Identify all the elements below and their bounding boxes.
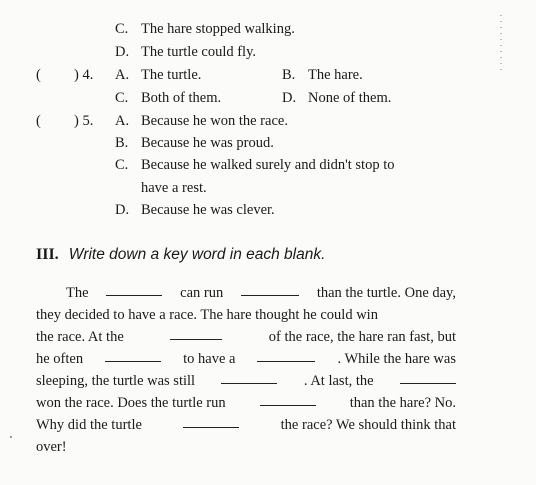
passage-line-6: won the race. Does the turtle run than the hare? No.: [36, 392, 456, 414]
q5-option-b: B. Because he was proud.: [115, 135, 274, 151]
q5-option-c: C. Because he walked surely and didn't stop to: [115, 157, 395, 173]
q5-number: ) 5.: [74, 113, 94, 129]
q3-option-d: D. The turtle could fly.: [115, 44, 257, 60]
margin-dots: [500, 15, 502, 75]
q4-number: ) 4.: [74, 67, 94, 83]
blank-8[interactable]: [260, 392, 316, 406]
q4-option-d: D. None of them.: [282, 90, 392, 106]
passage-line-4: he often to have a . While the hare was: [36, 348, 456, 370]
blank-1[interactable]: [106, 282, 162, 296]
passage-line-8: over!: [36, 439, 67, 455]
blank-2[interactable]: [241, 282, 299, 296]
margin-dot: [10, 436, 12, 438]
blank-9[interactable]: [183, 414, 239, 428]
blank-3[interactable]: [170, 326, 222, 340]
passage-line-5: sleeping, the turtle was still . At last, the: [36, 370, 456, 392]
section-3-heading: III. Write down a key word in each blank.: [36, 246, 326, 263]
q4-answer-paren[interactable]: (: [36, 67, 41, 83]
blank-6[interactable]: [221, 370, 277, 384]
q4-option-c: C. Both of them.: [115, 90, 222, 106]
cloze-passage: [36, 282, 456, 458]
q5-option-d: D. Because he was clever.: [115, 202, 275, 218]
blank-7[interactable]: [400, 370, 456, 384]
q5-option-a: A. Because he won the race.: [115, 113, 288, 129]
q3-option-c: C. The hare stopped walking.: [115, 21, 295, 37]
blank-5[interactable]: [257, 348, 315, 362]
blank-4[interactable]: [105, 348, 161, 362]
passage-line-7: Why did the turtle the race? We should think that: [36, 414, 456, 436]
q5-option-c-continued: have a rest.: [141, 180, 207, 196]
q5-answer-paren[interactable]: (: [36, 113, 41, 129]
passage-line-1: The can run than the turtle. One day,: [36, 282, 456, 304]
passage-line-3: the race. At the of the race, the hare ran fast, but: [36, 326, 456, 348]
q4-option-b: B. The hare.: [282, 67, 363, 83]
passage-line-2: they decided to have a race. The hare thought he could win: [36, 307, 378, 323]
q4-option-a: A. The turtle.: [115, 67, 202, 83]
